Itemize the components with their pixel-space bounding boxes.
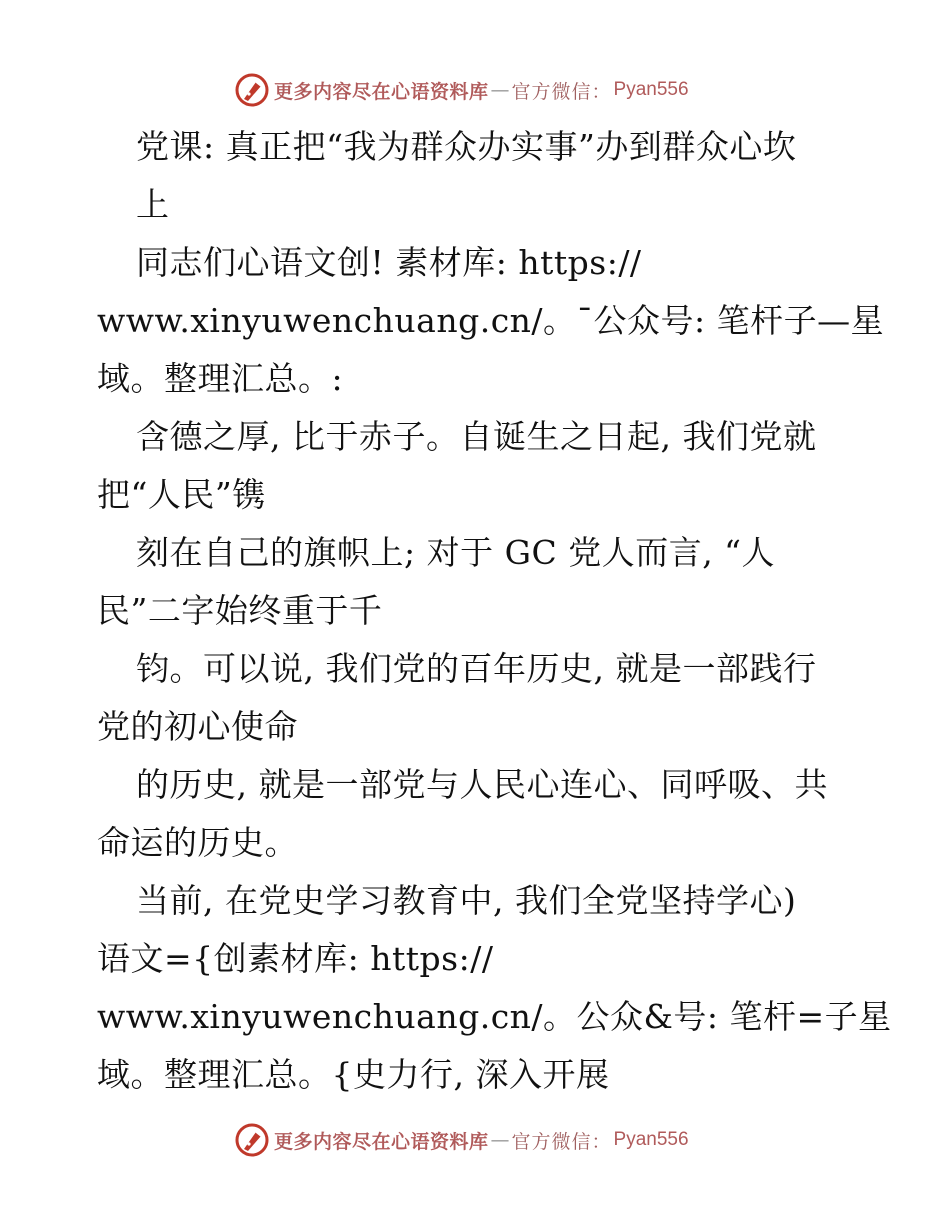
paragraph-line: 同志们心语文创! 素材库: https:// <box>136 243 642 282</box>
pen-nib-logo-icon <box>234 1122 270 1158</box>
paragraph-line: 刻在自己的旗帜上; 对于 GC 党人而言, “人 <box>136 533 776 572</box>
footer-brand-text: 更多内容尽在心语资料库 <box>274 1130 489 1153</box>
header-separator: — <box>490 79 510 101</box>
pen-nib-logo-icon <box>234 72 270 108</box>
paragraph-line: 域。整理汇总。: <box>97 359 344 398</box>
footer-wechat-label: 官方微信： <box>511 1130 612 1153</box>
title-line-1: 党课: 真正把“我为群众办实事”办到群众心坎 <box>136 127 797 166</box>
paragraph-line: 语文={创素材库: https:// <box>97 939 494 978</box>
paragraph-line: www.xinyuwenchuang.cn/。¯公众号: 笔杆子—星 <box>97 301 885 340</box>
footer-banner <box>234 1122 689 1158</box>
footer-separator: — <box>490 1129 510 1151</box>
paragraph-line: 命运的历史。 <box>97 823 298 862</box>
paragraph-line: 把“人民”镌 <box>97 475 266 514</box>
header-banner <box>234 72 689 108</box>
paragraph-line: 含德之厚, 比于赤子。自诞生之日起, 我们党就 <box>136 417 817 456</box>
paragraph-line: www.xinyuwenchuang.cn/。公众&号: 笔杆=子星 <box>97 997 892 1036</box>
header-wechat-label: 官方微信： <box>511 80 612 103</box>
footer-wechat-id: Pyan556 <box>613 1129 689 1150</box>
paragraph-line: 党的初心使命 <box>97 707 298 746</box>
paragraph-line: 民”二字始终重于千 <box>97 591 383 630</box>
title-line-2: 上 <box>136 185 170 224</box>
paragraph-line: 的历史, 就是一部党与人民心连心、同呼吸、共 <box>136 765 828 804</box>
header-wechat-id: Pyan556 <box>613 79 689 100</box>
paragraph-line: 当前, 在党史学习教育中, 我们全党坚持学心) <box>136 881 797 920</box>
paragraph-line: 域。整理汇总。{史力行, 深入开展 <box>97 1055 610 1094</box>
paragraph-line: 钧。可以说, 我们党的百年历史, 就是一部践行 <box>136 649 817 688</box>
header-brand-text: 更多内容尽在心语资料库 <box>274 80 489 103</box>
